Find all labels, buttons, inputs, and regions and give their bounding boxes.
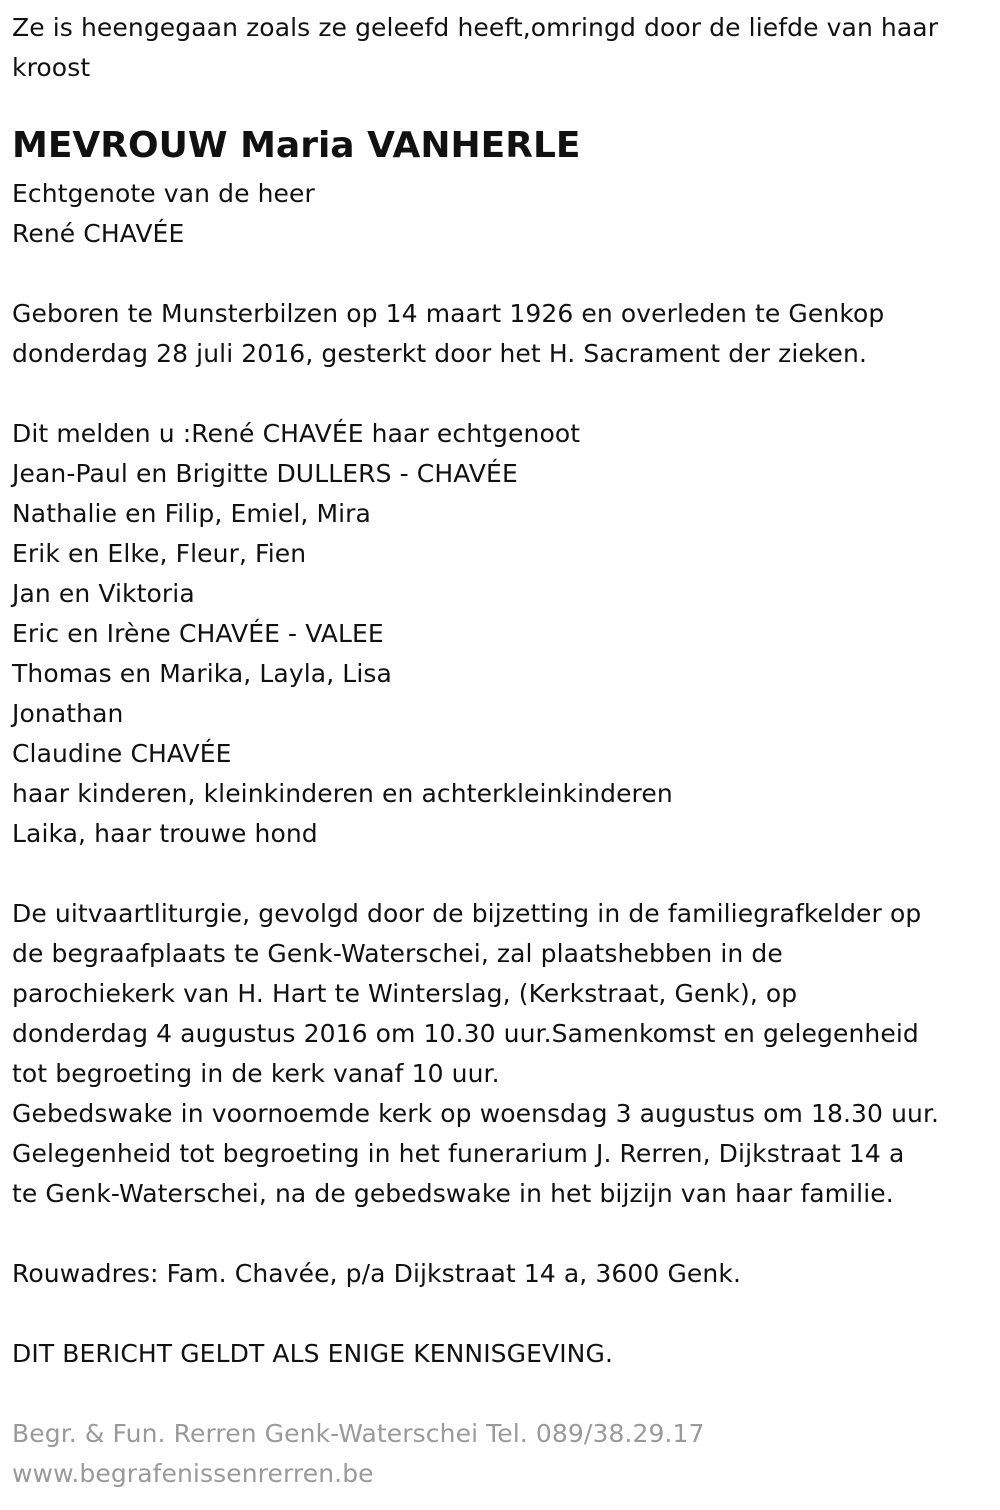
ceremony-line: Gelegenheid tot begroeting in het funerarium J. Rerren, Dijkstraat 14 a [12, 1139, 905, 1168]
family-item: Nathalie en Filip, Emiel, Mira [12, 499, 371, 528]
intro-text [12, 8, 988, 88]
family-item: Jonathan [12, 699, 124, 728]
paragraph-gap [12, 374, 988, 414]
footer [12, 1414, 988, 1494]
ceremony-line: parochiekerk van H. Hart te Winterslag, (Kerkstraat, Genk), op [12, 979, 798, 1008]
family-item: Eric en Irène CHAVÉE - VALEE [12, 619, 384, 648]
paragraph-gap [12, 854, 988, 894]
spouse-line: Echtgenote van de heer [12, 179, 315, 208]
family-list [12, 414, 988, 854]
family-item: Laika, haar trouwe hond [12, 819, 318, 848]
website-link[interactable]: www.begrafenissenrerren.be [12, 1459, 374, 1488]
birth-death-line: donderdag 28 juli 2016, gesterkt door het H. Sacrament der zieken. [12, 339, 868, 368]
family-item: Claudine CHAVÉE [12, 739, 232, 768]
ceremony-line: tot begroeting in de kerk vanaf 10 uur. [12, 1059, 500, 1088]
intro-line: Ze is heengegaan zoals ze geleefd heeft,omringd door de liefde van haar [12, 13, 939, 42]
paragraph-gap [12, 1214, 988, 1254]
birth-death-block [12, 294, 988, 374]
funeral-home-info: Begr. & Fun. Rerren Genk-Waterschei Tel. 089/38.29.17 [12, 1419, 705, 1448]
official-notice: DIT BERICHT GELDT ALS ENIGE KENNISGEVING. [12, 1339, 613, 1368]
spouse-block [12, 174, 988, 254]
family-item: Erik en Elke, Fleur, Fien [12, 539, 307, 568]
family-item: Thomas en Marika, Layla, Lisa [12, 659, 392, 688]
paragraph-gap [12, 1294, 988, 1334]
mourning-address: Rouwadres: Fam. Chavée, p/a Dijkstraat 14 a, 3600 Genk. [12, 1259, 741, 1288]
intro-line: kroost [12, 53, 91, 82]
deceased-name-heading: MEVROUW Maria VANHERLE [12, 125, 581, 166]
family-item: Jan en Viktoria [12, 579, 195, 608]
family-item: haar kinderen, kleinkinderen en achterkleinkinderen [12, 779, 673, 808]
ceremony-line: donderdag 4 augustus 2016 om 10.30 uur.Samenkomst en gelegenheid [12, 1019, 919, 1048]
family-item: Jean-Paul en Brigitte DULLERS - CHAVÉE [12, 459, 518, 488]
ceremony-block [12, 894, 988, 1214]
family-item: Dit melden u :René CHAVÉE haar echtgenoot [12, 419, 581, 448]
ceremony-line: de begraafplaats te Genk-Waterschei, zal plaatshebben in de [12, 939, 783, 968]
ceremony-line: te Genk-Waterschei, na de gebedswake in het bijzijn van haar familie. [12, 1179, 894, 1208]
spouse-line: René CHAVÉE [12, 219, 185, 248]
paragraph-gap [12, 254, 988, 294]
birth-death-line: Geboren te Munsterbilzen op 14 maart 1926 en overleden te Genkop [12, 299, 885, 328]
ceremony-line: Gebedswake in voornoemde kerk op woensdag 3 augustus om 18.30 uur. [12, 1099, 940, 1128]
ceremony-line: De uitvaartliturgie, gevolgd door de bijzetting in de familiegrafkelder op [12, 899, 922, 928]
